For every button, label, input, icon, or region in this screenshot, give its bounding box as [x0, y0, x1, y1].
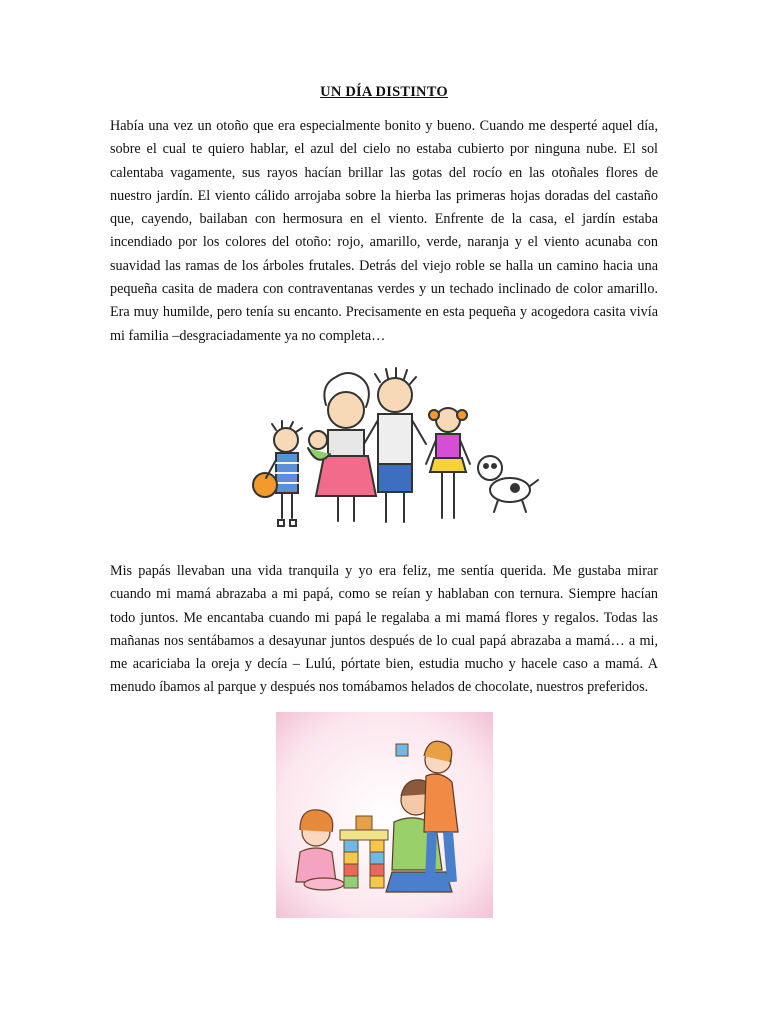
paragraph-1: Había una vez un otoño que era especialmente bonito y bueno. Cuando me desperté aquel día, sobre el cual te quiero hablar, el azul del cielo no estaba cubierto por ninguna nube. El sol calentaba vagamente, sus rayos hacían brillar las gotas del rocío en las otoñales flores de nuestro jardín. El viento cálido arrojaba sobre la hierba las primeras hojas doradas del castaño que, cayendo, bailaban con hermosura en el viento. Enfrente de la casa, el jardín estaba incendiado por los colores del otoño: rojo, amarillo, verde, naranja y el viento acunaba con suavidad las ramas de los árboles frutales. Detrás del viejo roble se halla un camino hacia una pequeña casita de madera con contraventanas verdes y un techado inclinado de color amarillo. Era muy humilde, pero tenía su encanto. Precisamente en esta pequeña y acogedora casita vivía mi familia –desgraciadamente ya no completa… — [110, 118, 658, 344]
document-title: UN DÍA DISTINTO — [320, 84, 448, 100]
father-figure — [364, 368, 426, 522]
girl-figure — [426, 408, 470, 518]
family-playing-blocks-illustration — [276, 712, 493, 918]
paragraph-2: Mis papás llevaban una vida tranquila y yo era feliz, me sentía querida. Me gustaba mirar cuando mi mamá abrazaba a mi papá, como se reían y hablaban con ternura. Siempre hacían todo juntos. Me encantaba cuando mi papá le regalaba a mi mamá flores y regalos. Todas las mañanas nos sentábamos a desayunar juntos después de lo cual papá abrazaba a mamá… a mi, me acariciaba la oreja y decía – Lulú, pórtate bien, estudia mucho y hacele caso a mamá. A menudo íbamos al parque y después nos tomábamos helados de chocolate, nuestros preferidos. — [110, 563, 658, 696]
boy-figure — [253, 421, 302, 526]
mother-figure — [308, 373, 376, 521]
family-drawing-illustration — [240, 360, 540, 535]
dog-figure — [478, 456, 538, 512]
